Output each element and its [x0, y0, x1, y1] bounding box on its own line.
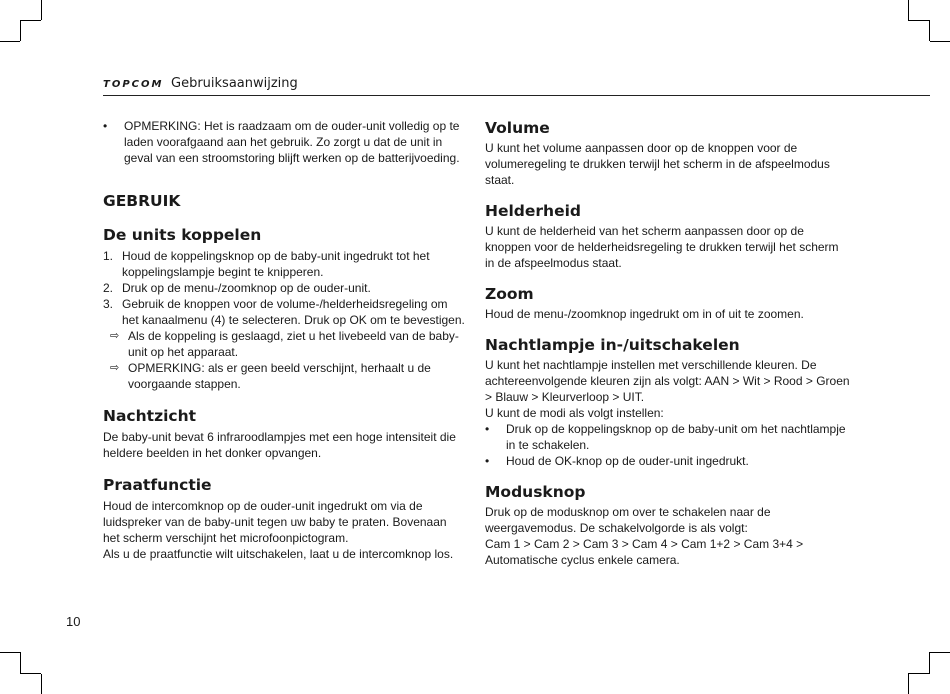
list-item	[103, 360, 465, 392]
topcom-logo: TOPCOM	[103, 79, 164, 90]
koppelen-results	[103, 328, 465, 392]
crop-mark	[908, 20, 929, 21]
result-text: OPMERKING: als er geen beeld verschijnt, herhaalt u de voorgaande stappen.	[128, 361, 431, 391]
bullet-text: Druk op de koppelingsknop op de baby-unit om het nachtlampje in te schakelen.	[506, 422, 846, 452]
step-number: 1.	[103, 249, 114, 263]
nachtlampje-list	[485, 421, 850, 469]
nachtzicht-text: De baby-unit bevat 6 infraroodlampjes met een hoge intensiteit die heldere beelden in het donker opvangen.	[103, 430, 456, 460]
heading-nachtzicht: Nachtzicht	[103, 407, 197, 425]
heading-zoom: Zoom	[485, 285, 534, 303]
praatfunctie-text: Als u de praatfunctie wilt uitschakelen, laat u de intercomknop los.	[103, 547, 454, 561]
bullet-text: Houd de OK-knop op de ouder-unit ingedrukt.	[506, 454, 749, 468]
list-item	[485, 453, 850, 469]
step-number: 2.	[103, 281, 114, 295]
helderheid-text: U kunt de helderheid van het scherm aanpassen door op de knoppen voor de helderheidsregeling te drukken terwijl het scherm in de afspeelmodus staat.	[485, 224, 839, 270]
result-text: Als de koppeling is geslaagd, ziet u het livebeeld van de baby-unit op het apparaat.	[128, 329, 459, 359]
crop-mark	[0, 41, 20, 42]
heading-nachtlampje: Nachtlampje in-/uitschakelen	[485, 336, 740, 354]
nachtlampje-text: U kunt het nachtlampje instellen met verschillende kleuren. De achtereenvolgende kleuren zijn als volgt: AAN > Wit > Rood > Groen > Blauw > Kleurverloop > UIT.	[485, 358, 850, 404]
heading-helderheid: Helderheid	[485, 202, 582, 220]
bullet-marker: •	[485, 454, 490, 468]
crop-mark	[41, 674, 42, 694]
header-title: Gebruiksaanwijzing	[171, 76, 298, 91]
heading-praatfunctie: Praatfunctie	[103, 476, 212, 494]
arrow-icon: ⇨	[110, 330, 120, 342]
arrow-icon: ⇨	[110, 362, 120, 374]
list-item	[103, 328, 465, 360]
list-item	[103, 280, 465, 296]
heading-volume: Volume	[485, 119, 550, 137]
crop-mark	[20, 673, 41, 674]
bullet-marker: •	[485, 422, 490, 436]
list-item	[485, 421, 850, 453]
crop-mark	[20, 652, 21, 674]
list-item	[103, 296, 465, 328]
crop-mark	[929, 652, 930, 674]
step-text: Gebruik de knoppen voor de volume-/helderheidsregeling om het kanaalmenu (4) te selecteren. Druk op OK om te bevestigen.	[122, 297, 465, 327]
heading-modusknop: Modusknop	[485, 483, 586, 501]
crop-mark	[930, 652, 950, 653]
modusknop-text: Druk op de modusknop om over te schakelen naar de weergavemodus. De schakelvolgorde is als volgt:	[485, 505, 771, 535]
step-number: 3.	[103, 297, 114, 311]
step-text: Druk op de menu-/zoomknop op de ouder-unit.	[122, 281, 371, 295]
koppelen-steps	[103, 248, 465, 328]
heading-units-koppelen: De units koppelen	[103, 226, 262, 244]
crop-mark	[908, 674, 909, 694]
note-list	[103, 118, 465, 166]
praatfunctie-text: Houd de intercomknop op de ouder-unit ingedrukt om via de luidspreker van de baby-unit tegen uw baby te praten. Bovenaan het scherm verschijnt het microfoonpictogram.	[103, 499, 447, 545]
bullet-marker: •	[103, 119, 108, 133]
modusknop-text: Cam 1 > Cam 2 > Cam 3 > Cam 4 > Cam 1+2 > Cam 3+4 > Automatische cyclus enkele camera.	[485, 537, 804, 567]
crop-mark	[0, 652, 20, 653]
list-item	[103, 118, 465, 166]
nachtlampje-text: U kunt de modi als volgt instellen:	[485, 406, 664, 420]
crop-mark	[20, 20, 21, 41]
crop-mark	[20, 20, 41, 21]
crop-mark	[908, 0, 909, 20]
crop-mark	[929, 20, 930, 41]
header-rule	[103, 95, 930, 96]
step-text: Houd de koppelingsknop op de baby-unit ingedrukt tot het koppelingslampje begint te knipperen.	[122, 249, 430, 279]
page-number: 10	[66, 614, 81, 629]
crop-mark	[41, 0, 42, 20]
right-column	[485, 118, 850, 568]
left-column	[103, 118, 465, 562]
crop-mark	[930, 41, 950, 42]
list-item	[103, 248, 465, 280]
crop-mark	[908, 673, 929, 674]
page-header	[103, 76, 930, 96]
section-heading-gebruik: GEBRUIK	[103, 192, 181, 210]
zoom-text: Houd de menu-/zoomknop ingedrukt om in of uit te zoomen.	[485, 307, 804, 321]
note-text: OPMERKING: Het is raadzaam om de ouder-unit volledig op te laden voorafgaand aan het gebruik. Zo zorgt u dat de unit in geval van een stroomstoring blijft werken op de batterijvoeding.	[124, 119, 460, 165]
volume-text: U kunt het volume aanpassen door op de knoppen voor de volumeregeling te drukken terwijl het scherm in de afspeelmodus staat.	[485, 141, 830, 187]
